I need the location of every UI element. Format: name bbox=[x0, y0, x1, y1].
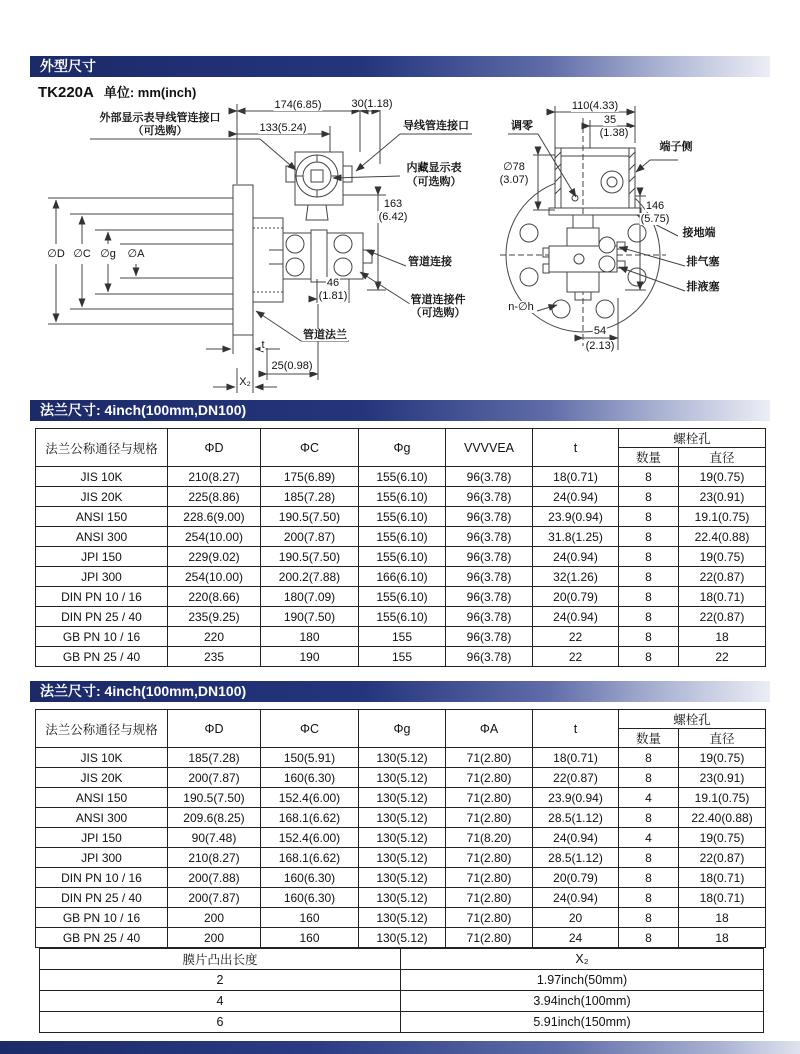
table-row bbox=[36, 587, 766, 607]
header-row bbox=[36, 710, 766, 729]
cell: 185(7.28) bbox=[261, 487, 359, 507]
col-header: ΦC bbox=[261, 710, 359, 748]
cell: 24(0.94) bbox=[533, 888, 619, 908]
dim-25-label: 25(0.98) bbox=[271, 360, 313, 372]
dim-x2-label: X₂ bbox=[239, 376, 251, 388]
row-label: 2 bbox=[40, 970, 401, 991]
cell: 210(8.27) bbox=[168, 467, 261, 487]
cell: 71(2.80) bbox=[446, 848, 533, 868]
cell: 24(0.94) bbox=[533, 547, 619, 567]
cell: 168.1(6.62) bbox=[261, 848, 359, 868]
model-name: TK220A bbox=[38, 84, 94, 101]
cell: 96(3.78) bbox=[446, 467, 533, 487]
col-header: Φg bbox=[359, 429, 446, 467]
cell: 24(0.94) bbox=[533, 607, 619, 627]
dim-t-label: t bbox=[261, 339, 265, 351]
cell: 20(0.79) bbox=[533, 868, 619, 888]
section-title: 法兰尺寸: 4inch(100mm,DN100) bbox=[40, 402, 247, 418]
row-label: ANSI 300 bbox=[36, 527, 168, 547]
cell: 8 bbox=[619, 567, 679, 587]
cell: 71(2.80) bbox=[446, 788, 533, 808]
cell: 22(0.87) bbox=[679, 567, 766, 587]
header-row bbox=[40, 949, 764, 970]
col-header: 法兰公称通径与规格 bbox=[36, 710, 168, 748]
callout-display-optional-label: （可选购） bbox=[406, 176, 462, 188]
cell: 8 bbox=[619, 547, 679, 567]
cell: 4 bbox=[619, 788, 679, 808]
cell: 20 bbox=[533, 908, 619, 928]
dim-30-label: 30(1.18) bbox=[351, 98, 393, 110]
callout-drain-plug-label: 排液塞 bbox=[686, 281, 720, 293]
cell: 160 bbox=[261, 908, 359, 928]
callout-terminal-side-label: 端子侧 bbox=[659, 141, 693, 153]
cell: 96(3.78) bbox=[446, 547, 533, 567]
callout-vent-plug-label: 排气塞 bbox=[686, 256, 720, 268]
cell: 130(5.12) bbox=[359, 848, 446, 868]
row-label: 6 bbox=[40, 1012, 401, 1033]
cell: 155(6.10) bbox=[359, 587, 446, 607]
col-header-bolt-group: 螺栓孔 bbox=[619, 429, 766, 448]
section-bar-flange-1 bbox=[30, 400, 770, 421]
dim-163-label: 163 bbox=[383, 198, 403, 210]
cell: 96(3.78) bbox=[446, 607, 533, 627]
col-header: ΦC bbox=[261, 429, 359, 467]
cell: 190.5(7.50) bbox=[261, 507, 359, 527]
cell: 28.5(1.12) bbox=[533, 808, 619, 828]
callout-pipe-conn-label: 管道连接 bbox=[408, 256, 452, 268]
table-row bbox=[36, 748, 766, 768]
dim-110-label: 110(4.33) bbox=[571, 100, 619, 112]
section-bar-flange-2 bbox=[30, 681, 770, 702]
cell: 168.1(6.62) bbox=[261, 808, 359, 828]
cell: 96(3.78) bbox=[446, 527, 533, 547]
cell: 8 bbox=[619, 768, 679, 788]
cell: 96(3.78) bbox=[446, 627, 533, 647]
cell: 24(0.94) bbox=[533, 487, 619, 507]
cell: 8 bbox=[619, 848, 679, 868]
cell: 200.2(7.88) bbox=[261, 567, 359, 587]
cell: 18 bbox=[679, 627, 766, 647]
table-row bbox=[36, 868, 766, 888]
flange-table-1 bbox=[35, 428, 766, 667]
cell: 254(10.00) bbox=[168, 567, 261, 587]
cell: 155(6.10) bbox=[359, 507, 446, 527]
cell: 225(8.86) bbox=[168, 487, 261, 507]
cell: 22(0.87) bbox=[533, 768, 619, 788]
technical-drawing bbox=[30, 98, 770, 394]
cell: 8 bbox=[619, 748, 679, 768]
cell: 8 bbox=[619, 487, 679, 507]
section-title: 外型尺寸 bbox=[40, 58, 96, 74]
diaphragm-length-table bbox=[39, 948, 764, 1033]
table-row bbox=[36, 908, 766, 928]
cell: 96(3.78) bbox=[446, 507, 533, 527]
cell: 150(5.91) bbox=[261, 748, 359, 768]
col-header: X₂ bbox=[401, 949, 764, 970]
cell: 155 bbox=[359, 647, 446, 667]
dim-174-label: 174(6.85) bbox=[274, 99, 322, 111]
callout-pipe-fitting-label: 管道连接件 bbox=[410, 294, 466, 306]
cell: 8 bbox=[619, 507, 679, 527]
cell: 175(6.89) bbox=[261, 467, 359, 487]
row-label: ANSI 150 bbox=[36, 788, 168, 808]
row-label: JPI 300 bbox=[36, 567, 168, 587]
dim-78-label: ∅78 bbox=[503, 161, 525, 173]
cell: 23(0.91) bbox=[679, 768, 766, 788]
cell: 130(5.12) bbox=[359, 928, 446, 948]
cell: 71(2.80) bbox=[446, 868, 533, 888]
col-header: 直径 bbox=[679, 729, 766, 748]
cell: 19(0.75) bbox=[679, 547, 766, 567]
row-label: GB PN 10 / 16 bbox=[36, 908, 168, 928]
cell: 160(6.30) bbox=[261, 888, 359, 908]
cell: 24(0.94) bbox=[533, 828, 619, 848]
row-label: JIS 10K bbox=[36, 748, 168, 768]
table-row bbox=[36, 788, 766, 808]
cell: 130(5.12) bbox=[359, 828, 446, 848]
cell: 160(6.30) bbox=[261, 868, 359, 888]
cell: 228.6(9.00) bbox=[168, 507, 261, 527]
cell: 8 bbox=[619, 627, 679, 647]
cell: 190 bbox=[261, 647, 359, 667]
cell: 130(5.12) bbox=[359, 908, 446, 928]
cell: 22.40(0.88) bbox=[679, 808, 766, 828]
cell: 180(7.09) bbox=[261, 587, 359, 607]
cell: 209.6(8.25) bbox=[168, 808, 261, 828]
table-row bbox=[36, 928, 766, 948]
col-header: 数量 bbox=[619, 729, 679, 748]
row-label: 4 bbox=[40, 991, 401, 1012]
table-row bbox=[36, 647, 766, 667]
dim-78-inch-label: (3.07) bbox=[499, 174, 529, 186]
table-row bbox=[36, 527, 766, 547]
cell: 22.4(0.88) bbox=[679, 527, 766, 547]
col-header: ΦD bbox=[168, 429, 261, 467]
row-label: JIS 20K bbox=[36, 487, 168, 507]
col-header: 膜片凸出长度 bbox=[40, 949, 401, 970]
callout-display-label: 内藏显示表 bbox=[406, 162, 462, 174]
cell: 20(0.79) bbox=[533, 587, 619, 607]
row-label: DIN PN 25 / 40 bbox=[36, 888, 168, 908]
table-row bbox=[36, 487, 766, 507]
table-row bbox=[40, 991, 764, 1012]
cell: 71(2.80) bbox=[446, 888, 533, 908]
cell: 23(0.91) bbox=[679, 487, 766, 507]
cell: 130(5.12) bbox=[359, 868, 446, 888]
table-row bbox=[36, 607, 766, 627]
cell: 22(0.87) bbox=[679, 848, 766, 868]
table-row bbox=[40, 970, 764, 991]
cell: 18(0.71) bbox=[533, 748, 619, 768]
section-title: 法兰尺寸: 4inch(100mm,DN100) bbox=[40, 683, 247, 699]
cell: 190(7.50) bbox=[261, 607, 359, 627]
cell: 8 bbox=[619, 928, 679, 948]
cell: 155 bbox=[359, 627, 446, 647]
callout-ext-display-optional-label: （可选购） bbox=[132, 125, 188, 137]
cell: 5.91inch(150mm) bbox=[401, 1012, 764, 1033]
cell: 23.9(0.94) bbox=[533, 507, 619, 527]
cell: 24 bbox=[533, 928, 619, 948]
cell: 160(6.30) bbox=[261, 768, 359, 788]
dia-a-label: ∅A bbox=[127, 248, 145, 260]
cell: 130(5.12) bbox=[359, 768, 446, 788]
cell: 18(0.71) bbox=[679, 868, 766, 888]
cell: 18(0.71) bbox=[679, 587, 766, 607]
table-row bbox=[40, 1012, 764, 1033]
col-header: 直径 bbox=[679, 448, 766, 467]
row-label: JPI 150 bbox=[36, 828, 168, 848]
cell: 28.5(1.12) bbox=[533, 848, 619, 868]
cell: 155(6.10) bbox=[359, 487, 446, 507]
cell: 22 bbox=[679, 647, 766, 667]
row-label: GB PN 10 / 16 bbox=[36, 627, 168, 647]
cell: 18 bbox=[679, 928, 766, 948]
table-row bbox=[36, 848, 766, 868]
dim-54-label: 54 bbox=[593, 325, 607, 337]
table-row bbox=[36, 888, 766, 908]
cell: 18(0.71) bbox=[679, 888, 766, 908]
callout-zero-adjust-label: 调零 bbox=[511, 120, 533, 132]
cell: 3.94inch(100mm) bbox=[401, 991, 764, 1012]
cell: 31.8(1.25) bbox=[533, 527, 619, 547]
cell: 8 bbox=[619, 587, 679, 607]
cell: 90(7.48) bbox=[168, 828, 261, 848]
dia-d-label: ∅D bbox=[47, 248, 65, 260]
dim-146-inch-label: (5.75) bbox=[640, 213, 670, 225]
row-label: JIS 10K bbox=[36, 467, 168, 487]
cell: 71(2.80) bbox=[446, 748, 533, 768]
cell: 71(2.80) bbox=[446, 768, 533, 788]
table-row bbox=[36, 547, 766, 567]
cell: 190.5(7.50) bbox=[261, 547, 359, 567]
cell: 152.4(6.00) bbox=[261, 788, 359, 808]
dim-163-inch-label: (6.42) bbox=[378, 211, 408, 223]
header-row bbox=[36, 429, 766, 448]
row-label: DIN PN 10 / 16 bbox=[36, 868, 168, 888]
cell: 71(2.80) bbox=[446, 928, 533, 948]
row-label: GB PN 25 / 40 bbox=[36, 928, 168, 948]
cell: 155(6.10) bbox=[359, 467, 446, 487]
cell: 155(6.10) bbox=[359, 527, 446, 547]
cell: 23.9(0.94) bbox=[533, 788, 619, 808]
cell: 155(6.10) bbox=[359, 547, 446, 567]
cell: 152.4(6.00) bbox=[261, 828, 359, 848]
dim-35-inch-label: (1.38) bbox=[599, 127, 629, 139]
table-row bbox=[36, 627, 766, 647]
cell: 185(7.28) bbox=[168, 748, 261, 768]
cell: 210(8.27) bbox=[168, 848, 261, 868]
col-header: VVVVEA bbox=[446, 429, 533, 467]
cell: 130(5.12) bbox=[359, 888, 446, 908]
row-label: JIS 20K bbox=[36, 768, 168, 788]
cell: 130(5.12) bbox=[359, 808, 446, 828]
dim-46-label: 46 bbox=[326, 277, 340, 289]
cell: 19(0.75) bbox=[679, 828, 766, 848]
col-header: ΦA bbox=[446, 710, 533, 748]
col-header: Φg bbox=[359, 710, 446, 748]
col-header: ΦD bbox=[168, 710, 261, 748]
callout-conduit-label: 导线管连接口 bbox=[403, 120, 469, 132]
cell: 200(7.87) bbox=[261, 527, 359, 547]
cell: 200 bbox=[168, 928, 261, 948]
dim-46-inch-label: (1.81) bbox=[318, 290, 348, 302]
col-header: t bbox=[533, 710, 619, 748]
cell: 96(3.78) bbox=[446, 587, 533, 607]
row-label: JPI 300 bbox=[36, 848, 168, 868]
cell: 32(1.26) bbox=[533, 567, 619, 587]
cell: 71(2.80) bbox=[446, 908, 533, 928]
col-header-bolt-group: 螺栓孔 bbox=[619, 710, 766, 729]
flange-table-2 bbox=[35, 709, 766, 948]
cell: 8 bbox=[619, 647, 679, 667]
callout-ground-terminal-label: 接地端 bbox=[682, 227, 716, 239]
dia-g-label: ∅g bbox=[100, 248, 116, 260]
cell: 8 bbox=[619, 868, 679, 888]
cell: 19.1(0.75) bbox=[679, 788, 766, 808]
cell: 155(6.10) bbox=[359, 607, 446, 627]
cell: 8 bbox=[619, 607, 679, 627]
cell: 18 bbox=[679, 908, 766, 928]
cell: 4 bbox=[619, 828, 679, 848]
row-label: ANSI 150 bbox=[36, 507, 168, 527]
footer-bar bbox=[0, 1041, 800, 1054]
cell: 200(7.88) bbox=[168, 868, 261, 888]
table-row bbox=[36, 768, 766, 788]
row-label: GB PN 25 / 40 bbox=[36, 647, 168, 667]
cell: 200(7.87) bbox=[168, 768, 261, 788]
cell: 190.5(7.50) bbox=[168, 788, 261, 808]
cell: 1.97inch(50mm) bbox=[401, 970, 764, 991]
row-label: DIN PN 25 / 40 bbox=[36, 607, 168, 627]
callout-pipe-flange-label: 管道法兰 bbox=[303, 329, 347, 341]
cell: 96(3.78) bbox=[446, 647, 533, 667]
dim-133-label: 133(5.24) bbox=[259, 122, 307, 134]
dim-nh-label: n-∅h bbox=[508, 301, 534, 313]
cell: 22(0.87) bbox=[679, 607, 766, 627]
cell: 200 bbox=[168, 908, 261, 928]
dim-146-label: 146 bbox=[645, 200, 665, 212]
cell: 8 bbox=[619, 808, 679, 828]
col-header: 数量 bbox=[619, 448, 679, 467]
cell: 166(6.10) bbox=[359, 567, 446, 587]
cell: 22 bbox=[533, 627, 619, 647]
cell: 160 bbox=[261, 928, 359, 948]
section-bar-outline bbox=[30, 56, 770, 77]
cell: 19(0.75) bbox=[679, 748, 766, 768]
col-header: t bbox=[533, 429, 619, 467]
cell: 235(9.25) bbox=[168, 607, 261, 627]
callout-ext-display-label: 外部显示表导线管连接口 bbox=[99, 112, 221, 124]
cell: 96(3.78) bbox=[446, 567, 533, 587]
unit-label: 单位: mm(inch) bbox=[103, 85, 197, 100]
table-row bbox=[36, 828, 766, 848]
dim-35-label: 35 bbox=[603, 114, 617, 126]
cell: 71(8.20) bbox=[446, 828, 533, 848]
cell: 19.1(0.75) bbox=[679, 507, 766, 527]
cell: 130(5.12) bbox=[359, 788, 446, 808]
cell: 229(9.02) bbox=[168, 547, 261, 567]
table-row bbox=[36, 507, 766, 527]
cell: 8 bbox=[619, 888, 679, 908]
cell: 254(10.00) bbox=[168, 527, 261, 547]
cell: 130(5.12) bbox=[359, 748, 446, 768]
table-row bbox=[36, 808, 766, 828]
cell: 180 bbox=[261, 627, 359, 647]
cell: 19(0.75) bbox=[679, 467, 766, 487]
right-view-drawing bbox=[500, 106, 685, 350]
row-label: DIN PN 10 / 16 bbox=[36, 587, 168, 607]
dim-54-inch-label: (2.13) bbox=[585, 340, 615, 352]
cell: 71(2.80) bbox=[446, 808, 533, 828]
cell: 220 bbox=[168, 627, 261, 647]
cell: 8 bbox=[619, 527, 679, 547]
col-header: 法兰公称通径与规格 bbox=[36, 429, 168, 467]
cell: 200(7.87) bbox=[168, 888, 261, 908]
cell: 220(8.66) bbox=[168, 587, 261, 607]
row-label: ANSI 300 bbox=[36, 808, 168, 828]
cell: 8 bbox=[619, 467, 679, 487]
cell: 8 bbox=[619, 908, 679, 928]
row-label: JPI 150 bbox=[36, 547, 168, 567]
cell: 18(0.71) bbox=[533, 467, 619, 487]
table-row bbox=[36, 567, 766, 587]
dia-c-label: ∅C bbox=[73, 248, 91, 260]
table-row bbox=[36, 467, 766, 487]
cell: 96(3.78) bbox=[446, 487, 533, 507]
cell: 22 bbox=[533, 647, 619, 667]
cell: 235 bbox=[168, 647, 261, 667]
callout-pipe-fitting-optional-label: （可选购） bbox=[410, 307, 466, 319]
